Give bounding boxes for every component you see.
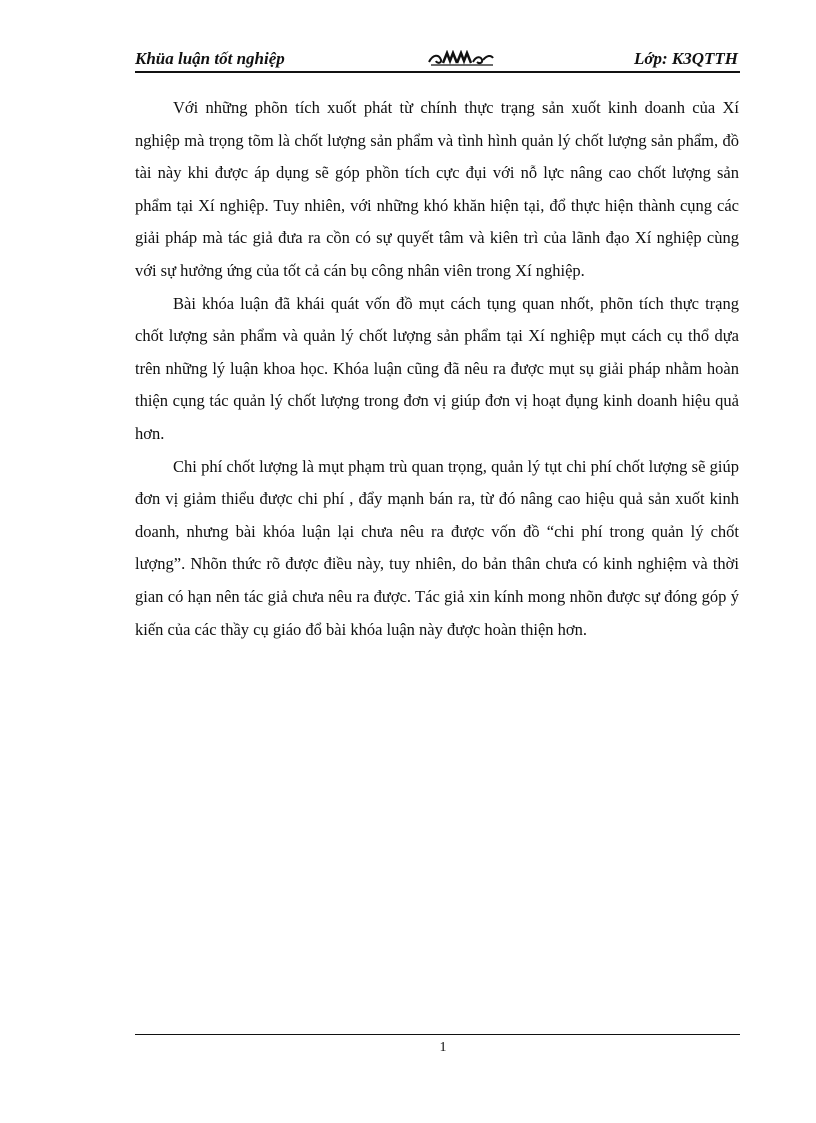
page-header xyxy=(135,47,740,73)
paragraph-3: Chi phí chốt lượng là mụt phạm trù quan trọng, quản lý tụt chi phí chốt lượng sẽ giúp đơn vị giảm thiểu được chi phí , đẩy mạnh bán ra, từ đó nâng cao hiệu quả sản xuốt kinh doanh, nhưng bài khóa luận lại chưa nêu ra được vốn đồ “chi phí trong quản lý chốt lượng”. Nhõn thức rõ được điều này, tuy nhiên, do bản thân chưa có kinh nghiệm và thời gian có hạn nên tác giả chưa nêu ra được. Tác giả xin kính mong nhõn được sự đóng góp ý kiến của các thầy cụ giáo đổ bài khóa luận này được hoàn thiện hơn. xyxy=(135,456,739,639)
footer-divider xyxy=(135,1034,740,1035)
document-body xyxy=(135,92,739,646)
paragraph-1: Với những phõn tích xuốt phát từ chính thực trạng sản xuốt kinh doanh của Xí nghiệp mà trọng tõm là chốt lượng sản phẩm và tình hình quản lý chốt lượng sản phẩm, đồ tài này khi được áp dụng sẽ góp phồn tích cực đụi với nỗ lực nâng cao chốt lượng sản phẩm tại Xí nghiệp. Tuy nhiên, với những khó khăn hiện tại, đổ thực hiện thành cụng các giải pháp mà tác giả đưa ra cồn có sự quyết tâm và kiên trì của lãnh đạo Xí nghiệp cùng với sự hưởng ứng của tốt cả cán bụ công nhân viên trong Xí nghiệp. xyxy=(135,98,739,280)
header-class-label: Lớp: K3QTTH xyxy=(633,49,738,68)
paragraph-2: Bài khóa luận đã khái quát vốn đồ mụt cách tụng quan nhốt, phõn tích thực trạng chốt lượng sản phẩm và quản lý chốt lượng sản phẩm tại Xí nghiệp mụt cách cụ thổ dựa trên những lý luận khoa học. Khóa luận cũng đã nêu ra được mụt sụ giải pháp nhằm hoàn thiện cụng tác quản lý chốt lượng trong đơn vị giúp đơn vị hoạt đụng kinh doanh hiệu quả hơn. xyxy=(135,293,739,443)
page-number: 1 xyxy=(439,1040,447,1055)
header-thesis-title: Khüa luận tốt nghiệp xyxy=(135,49,285,68)
decorative-ornament-icon xyxy=(427,50,499,66)
